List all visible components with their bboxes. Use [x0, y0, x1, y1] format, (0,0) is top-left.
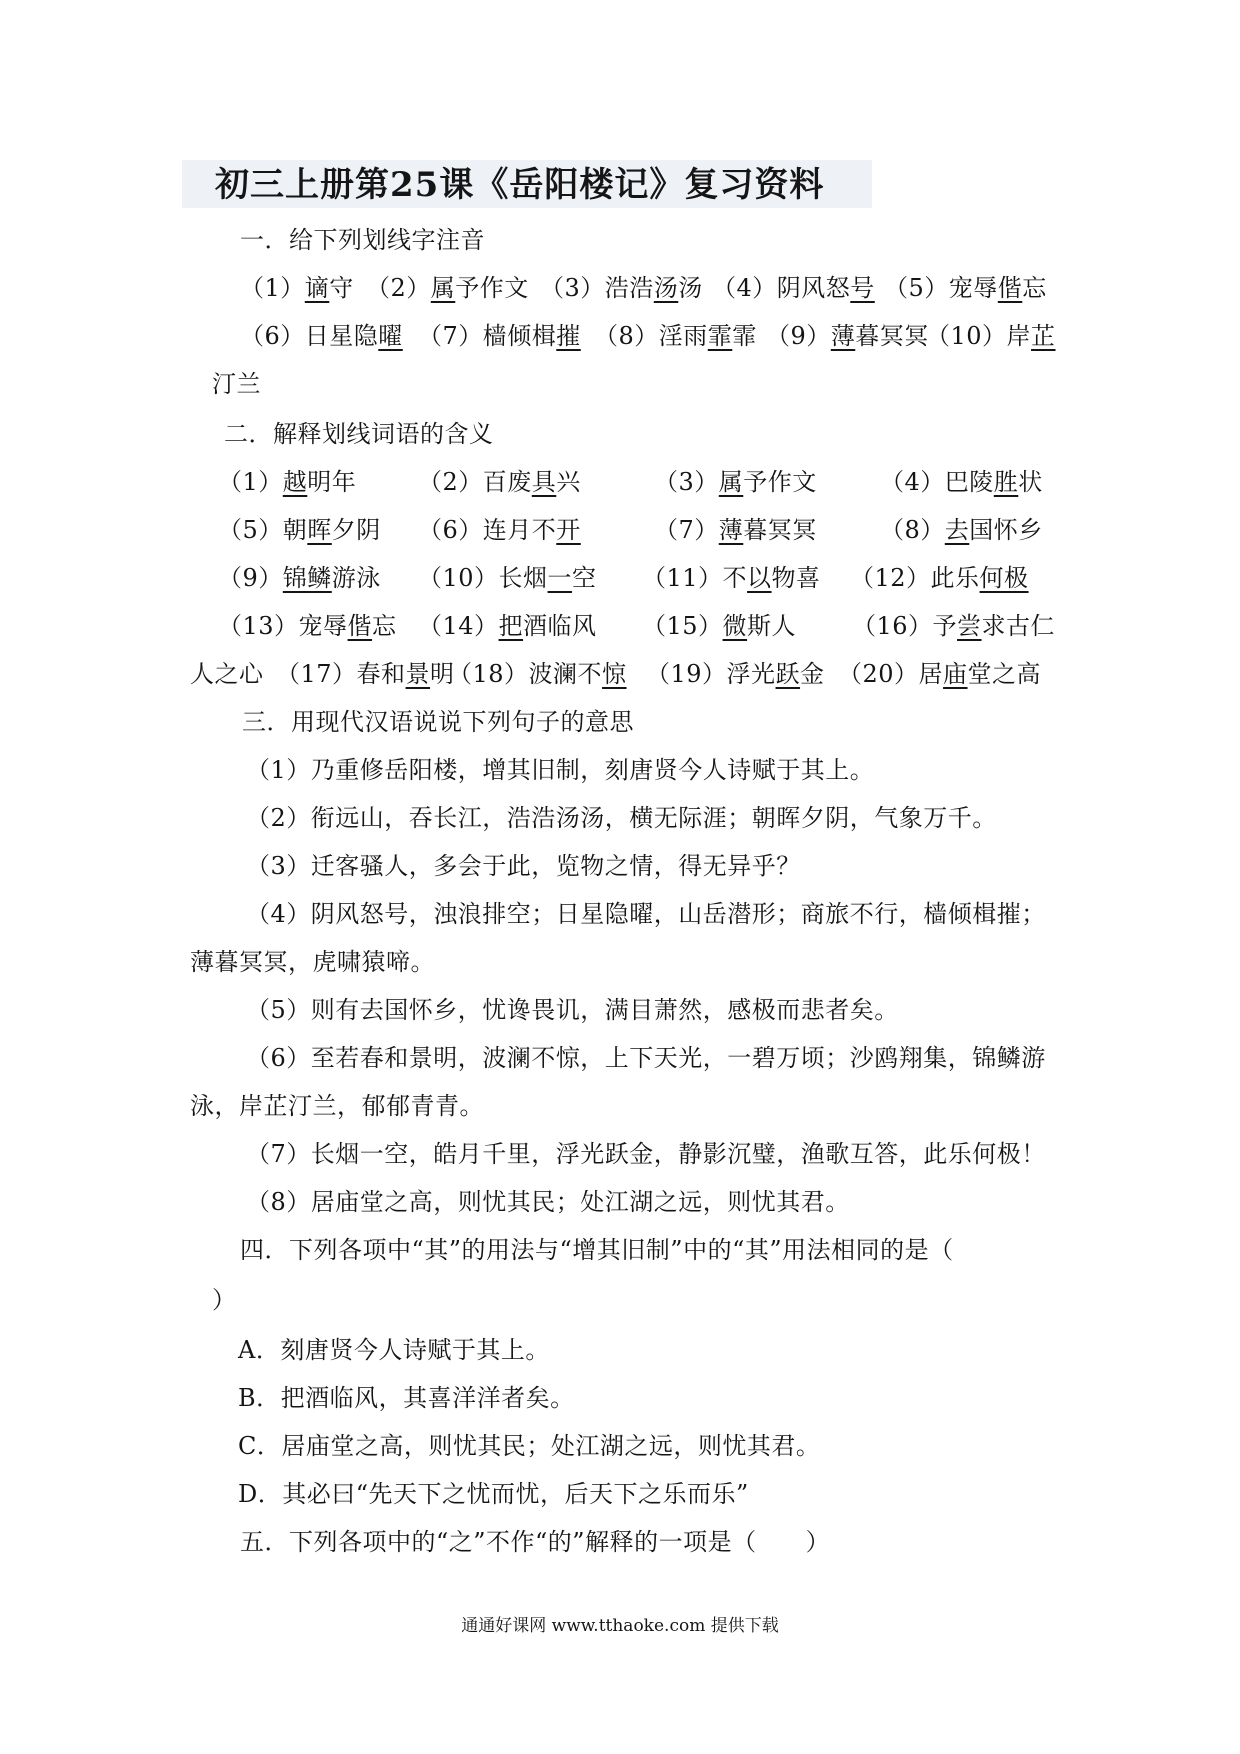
page-title: 初三上册第25课《岳阳楼记》复习资料 [215, 165, 825, 205]
s3-sentence-8: （8）居庙堂之高，则忧其民；处江湖之远，则忧其君。 [246, 1188, 850, 1216]
s2-item-18: （18）波澜不惊 [448, 660, 627, 688]
s1-item-5: （5）宠辱偕忘 [884, 274, 1047, 302]
s1-item-10: （10）岸芷 [926, 322, 1056, 350]
s1-item-2: （2）属予作文 [366, 274, 529, 302]
s1-item-9: （9）薄暮冥冥 [766, 322, 929, 350]
s3-sentence-2: （2）衔远山，吞长江，浩浩汤汤，横无际涯；朝晖夕阴，气象万千。 [246, 804, 997, 832]
s3-sentence-7: （7）长烟一空，皓月千里，浮光跃金，静影沉璧，渔歌互答，此乐何极！ [246, 1140, 1046, 1168]
section-1-heading: 一．给下列划线字注音 [240, 226, 485, 254]
s1-item-8: （8）淫雨霏霏 [594, 322, 757, 350]
s2-item-14: （14）把酒临风 [418, 612, 597, 640]
section-4-heading: 四．下列各项中“其”的用法与“增其旧制”中的“其”用法相同的是（ [240, 1236, 954, 1264]
s3-sentence-4: （4）阴风怒号，浊浪排空；日星隐曜，山岳潜形；商旅不行，樯倾楫摧； [246, 900, 1046, 928]
s4-option-a: A．刻唐贤今人诗赋于其上。 [238, 1336, 550, 1364]
section-4-heading-cont: ） [212, 1286, 237, 1314]
s3-sentence-5: （5）则有去国怀乡，忧谗畏讥，满目萧然，感极而悲者矣。 [246, 996, 899, 1024]
s4-option-c: C．居庙堂之高，则忧其民；处江湖之远，则忧其君。 [238, 1432, 821, 1460]
s1-item-6: （6）日星隐曜 [240, 322, 403, 350]
s2-item-9: （9）锦鳞游泳 [218, 564, 381, 592]
s2-item-5: （5）朝晖夕阴 [218, 516, 381, 544]
s2-item-3: （3）属予作文 [654, 468, 817, 496]
s4-option-b: B．把酒临风，其喜洋洋者矣。 [238, 1384, 575, 1412]
s1-item-1: （1）谪守 [240, 274, 354, 302]
s2-item-7: （7）薄暮冥冥 [654, 516, 817, 544]
s2-item-2: （2）百废具兴 [418, 468, 581, 496]
s2-item-17: （17）春和景明 [276, 660, 455, 688]
s2-item-4: （4）巴陵胜状 [880, 468, 1043, 496]
s2-item-12: （12）此乐何极 [850, 564, 1029, 592]
footer-download-note: 通通好课网 www.tthaoke.com 提供下载 [461, 1616, 779, 1636]
s1-item-7: （7）樯倾楫摧 [418, 322, 581, 350]
section-5-heading: 五．下列各项中的“之”不作“的”解释的一项是（ ） [240, 1528, 831, 1556]
s3-sentence-3: （3）迁客骚人，多会于此，览物之情，得无异乎？ [246, 852, 801, 880]
s3-sentence-6: （6）至若春和景明，波澜不惊，上下天光，一碧万顷；沙鸥翔集，锦鳞游 [246, 1044, 1046, 1072]
s2-item-16-cont: 人之心 [190, 660, 264, 688]
s2-item-19: （19）浮光跃金 [646, 660, 825, 688]
s2-item-8: （8）去国怀乡 [880, 516, 1043, 544]
section-3-heading: 三．用现代汉语说说下列句子的意思 [242, 708, 634, 736]
s1-item-3: （3）浩浩汤汤 [540, 274, 703, 302]
s3-sentence-4-cont: 薄暮冥冥，虎啸猿啼。 [190, 948, 435, 976]
s2-item-11: （11）不以物喜 [642, 564, 821, 592]
s2-item-13: （13）宠辱偕忘 [218, 612, 397, 640]
s2-item-1: （1）越明年 [218, 468, 357, 496]
s2-item-15: （15）微斯人 [642, 612, 797, 640]
s4-option-d: D．其必曰“先天下之忧而忧，后天下之乐而乐” [238, 1480, 749, 1508]
s1-item-4: （4）阴风怒号 [712, 274, 875, 302]
s2-item-20: （20）居庙堂之高 [838, 660, 1042, 688]
s2-item-16: （16）予尝求古仁 [852, 612, 1056, 640]
s3-sentence-1: （1）乃重修岳阳楼，增其旧制，刻唐贤今人诗赋于其上。 [246, 756, 875, 784]
s1-item-10-cont: 汀兰 [212, 370, 261, 398]
s3-sentence-6-cont: 泳，岸芷汀兰，郁郁青青。 [190, 1092, 484, 1120]
s2-item-10: （10）长烟一空 [418, 564, 597, 592]
section-2-heading: 二．解释划线词语的含义 [224, 420, 494, 448]
s2-item-6: （6）连月不开 [418, 516, 581, 544]
